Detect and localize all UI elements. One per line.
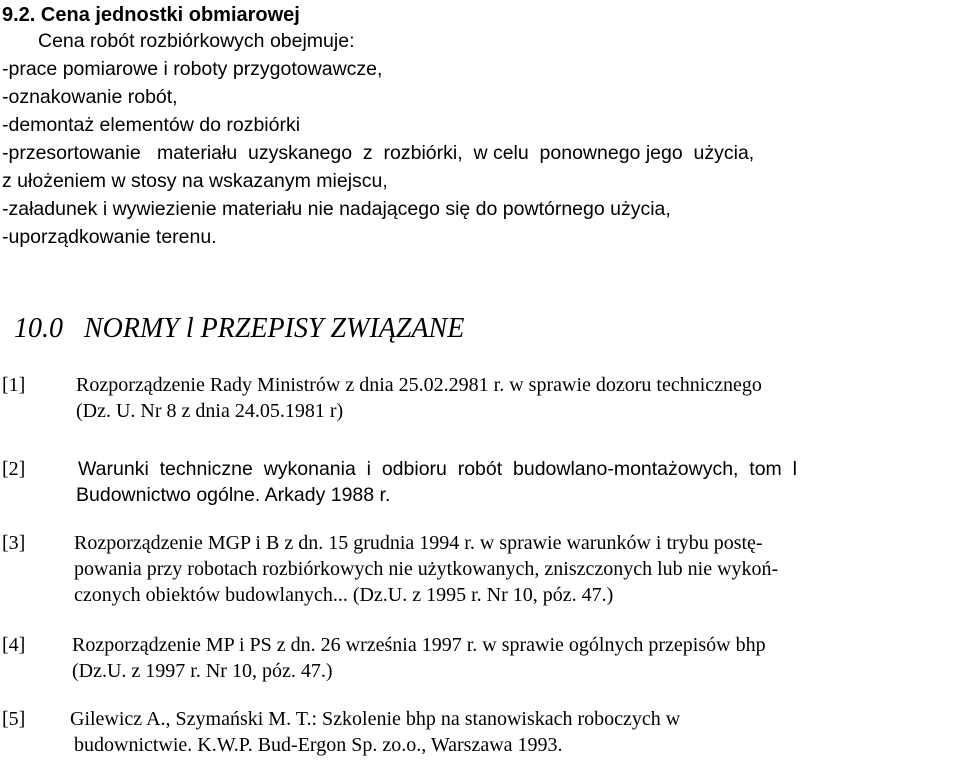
- reference-number: [5]: [2, 708, 26, 730]
- reference-number: [1]: [2, 374, 26, 396]
- list-item: -demontaż elementów do rozbiórki: [2, 114, 301, 136]
- reference-text: powania przy robotach rozbiórkowych nie użytkowanych, zniszczonych lub nie wykoń-: [74, 558, 779, 580]
- reference-text: czonych obiektów budowlanych... (Dz.U. z 1995 r. Nr 10, póz. 47.): [74, 584, 614, 606]
- list-item: -prace pomiarowe i roboty przygotowawcze,: [2, 58, 383, 80]
- reference-text: (Dz. U. Nr 8 z dnia 24.05.1981 r): [76, 400, 344, 422]
- reference-text: Budownictwo ogólne. Arkady 1988 r.: [76, 484, 391, 506]
- reference-text: Gilewicz A., Szymański M. T.: Szkolenie bhp na stanowiskach roboczych w: [70, 708, 681, 730]
- reference-number: [3]: [2, 532, 26, 554]
- reference-text: budownictwie. K.W.P. Bud-Ergon Sp. zo.o., Warszawa 1993.: [74, 734, 563, 756]
- reference-text: (Dz.U. z 1997 r. Nr 10, póz. 47.): [72, 660, 333, 682]
- reference-number: [4]: [2, 634, 26, 656]
- section-intro: Cena robót rozbiórkowych obejmuje:: [38, 30, 355, 52]
- list-item: -załadunek i wywiezienie materiału nie nadającego się do powtórnego użycia,: [2, 198, 671, 220]
- list-item: -oznakowanie robót,: [2, 86, 178, 108]
- section-heading-9-2: 9.2. Cena jednostki obmiarowej: [2, 4, 300, 26]
- list-item: z ułożeniem w stosy na wskazanym miejscu,: [2, 170, 388, 192]
- reference-text: Rozporządzenie MGP i B z dn. 15 grudnia 1994 r. w sprawie warunków i trybu postę-: [74, 532, 763, 554]
- reference-text: Rozporządzenie Rady Ministrów z dnia 25.02.2981 r. w sprawie dozoru technicznego: [76, 374, 762, 396]
- list-item: -uporządkowanie terenu.: [2, 226, 217, 248]
- reference-number: [2]: [2, 458, 26, 480]
- reference-text: Warunki techniczne wykonania i odbioru robót budowlano-montażowych, tom l: [78, 458, 797, 480]
- reference-text: Rozporządzenie MP i PS z dn. 26 września 1997 r. w sprawie ogólnych przepisów bhp: [72, 634, 766, 656]
- list-item: -przesortowanie materiału uzyskanego z rozbiórki, w celu ponownego jego użycia,: [2, 142, 755, 164]
- section-heading-10: 10.0 NORMY l PRZEPISY ZWIĄZANE: [14, 313, 465, 344]
